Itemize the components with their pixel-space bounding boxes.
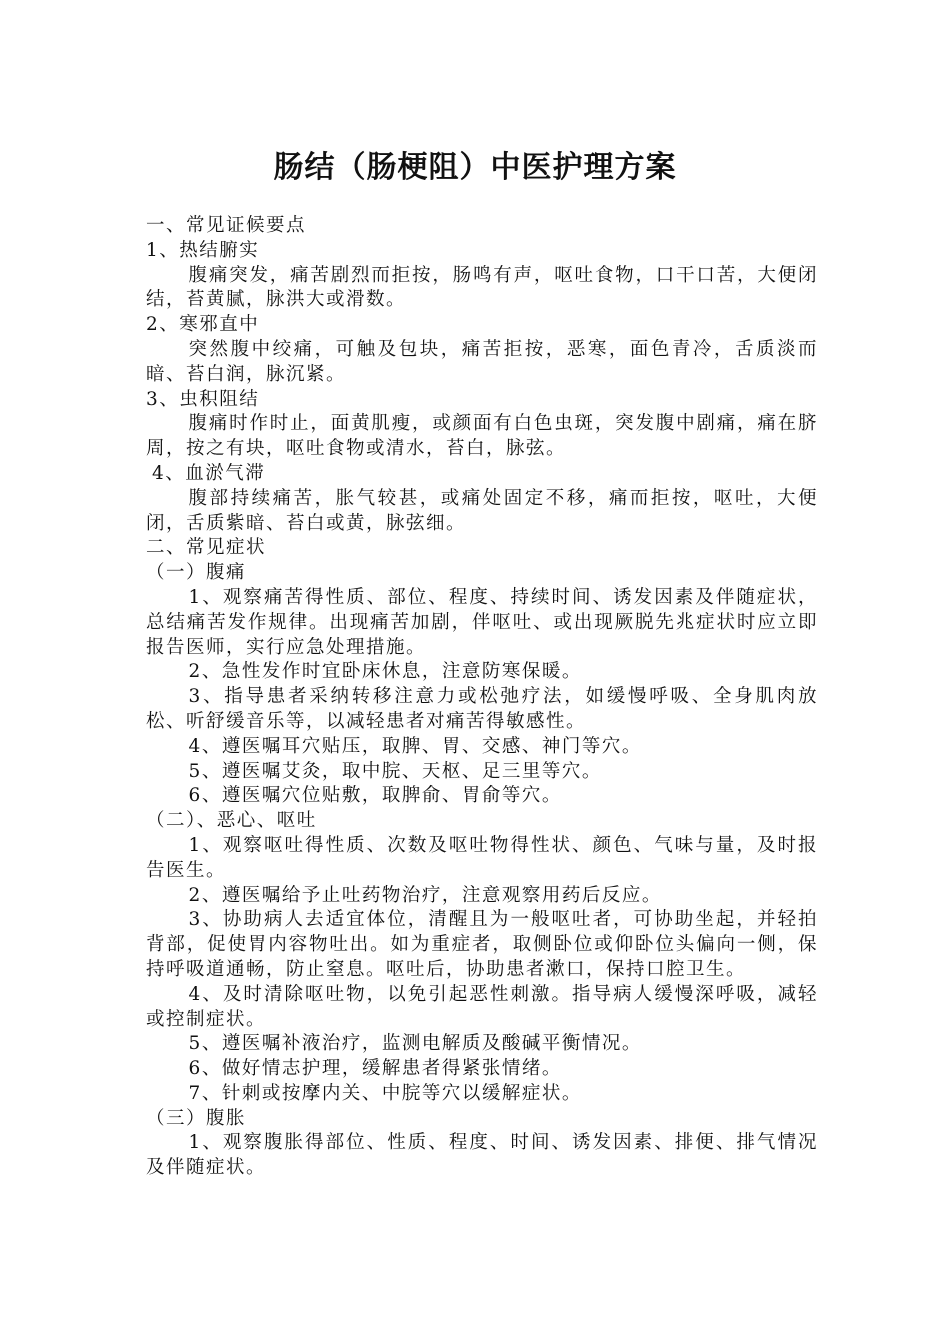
care-item: 1、观察呕吐得性质、次数及呕吐物得性状、颜色、气味与量，及时报告医生。 — [146, 834, 818, 881]
symptom-heading: （三）腹胀 — [146, 1107, 247, 1129]
care-item: 5、遵医嘱艾灸，取中脘、天枢、足三里等穴。 — [188, 760, 602, 782]
syndrome-text: 腹痛时作时止，面黄肌瘦，或颜面有白色虫斑，突发腹中剧痛，痛在脐周，按之有块，呕吐食物或清水，苔白，脉弦。 — [146, 413, 818, 460]
care-item: 1、观察腹胀得部位、性质、程度、时间、诱发因素、排便、排气情况及伴随症状。 — [146, 1132, 818, 1179]
section-heading: 二、常见症状 — [146, 537, 267, 559]
section-heading: 一、常见证候要点 — [146, 215, 307, 236]
syndrome-text: 突然腹中绞痛，可触及包块，痛苦拒按，恶寒，面色青冷，舌质淡而暗、苔白润，脉沉紧。 — [146, 338, 818, 385]
syndrome-text: 腹部持续痛苦，胀气较甚，或痛处固定不移，痛而拒按，呕吐，大便闭，舌质紫暗、苔白或黄，脉弦细。 — [146, 487, 818, 534]
care-item: 4、遵医嘱耳穴贴压，取脾、胃、交感、神门等穴。 — [188, 735, 642, 757]
document-body — [146, 214, 818, 1181]
care-item: 2、急性发作时宜卧床休息，注意防寒保暖。 — [188, 661, 582, 683]
care-item: 2、遵医嘱给予止吐药物治疗，注意观察用药后反应。 — [188, 884, 662, 906]
syndrome-heading: 3、虫积阻结 — [146, 388, 260, 410]
care-item: 3、协助病人去适宜体位，清醒且为一般呕吐者，可协助坐起，并轻拍背部，促使胃内容物吐出。如为重症者，取侧卧位或仰卧位头偏向一侧，保持呼吸道通畅，防止窒息。呕吐后，协助患者漱口，保持口腔卫生。 — [146, 909, 818, 980]
syndrome-heading: 1、热结腑实 — [146, 239, 260, 261]
care-item: 3、指导患者采纳转移注意力或松弛疗法，如缓慢呼吸、全身肌肉放松、听舒缓音乐等，以减轻患者对痛苦得敏感性。 — [146, 686, 818, 732]
care-item: 5、遵医嘱补液治疗，监测电解质及酸碱平衡情况。 — [188, 1033, 642, 1055]
document-title: 肠结（肠梗阻）中医护理方案 — [273, 150, 677, 185]
syndrome-text: 腹痛突发，痛苦剧烈而拒按，肠鸣有声，呕吐食物，口干口苦，大便闭结，苔黄腻，脉洪大或滑数。 — [146, 264, 818, 311]
care-item: 6、做好情志护理，缓解患者得紧张情绪。 — [188, 1058, 562, 1080]
care-item: 7、针刺或按摩内关、中脘等穴以缓解症状。 — [188, 1082, 582, 1104]
symptom-heading: （一）腹痛 — [146, 562, 247, 584]
syndrome-heading: 2、寒邪直中 — [146, 314, 260, 336]
care-item: 6、遵医嘱穴位贴敷，取脾俞、胃俞等穴。 — [188, 785, 562, 807]
care-item: 4、及时清除呕吐物，以免引起恶性刺激。指导病人缓慢深呼吸，减轻或控制症状。 — [146, 983, 818, 1030]
care-item: 1、观察痛苦得性质、部位、程度、持续时间、诱发因素及伴随症状，总结痛苦发作规律。出现痛苦加剧，伴呕吐、或出现厥脱先兆症状时应立即报告医师，实行应急处理措施。 — [146, 586, 818, 658]
syndrome-heading: 4、血淤气滞 — [152, 462, 266, 484]
symptom-heading: （二）、恶心、呕吐 — [146, 810, 317, 832]
